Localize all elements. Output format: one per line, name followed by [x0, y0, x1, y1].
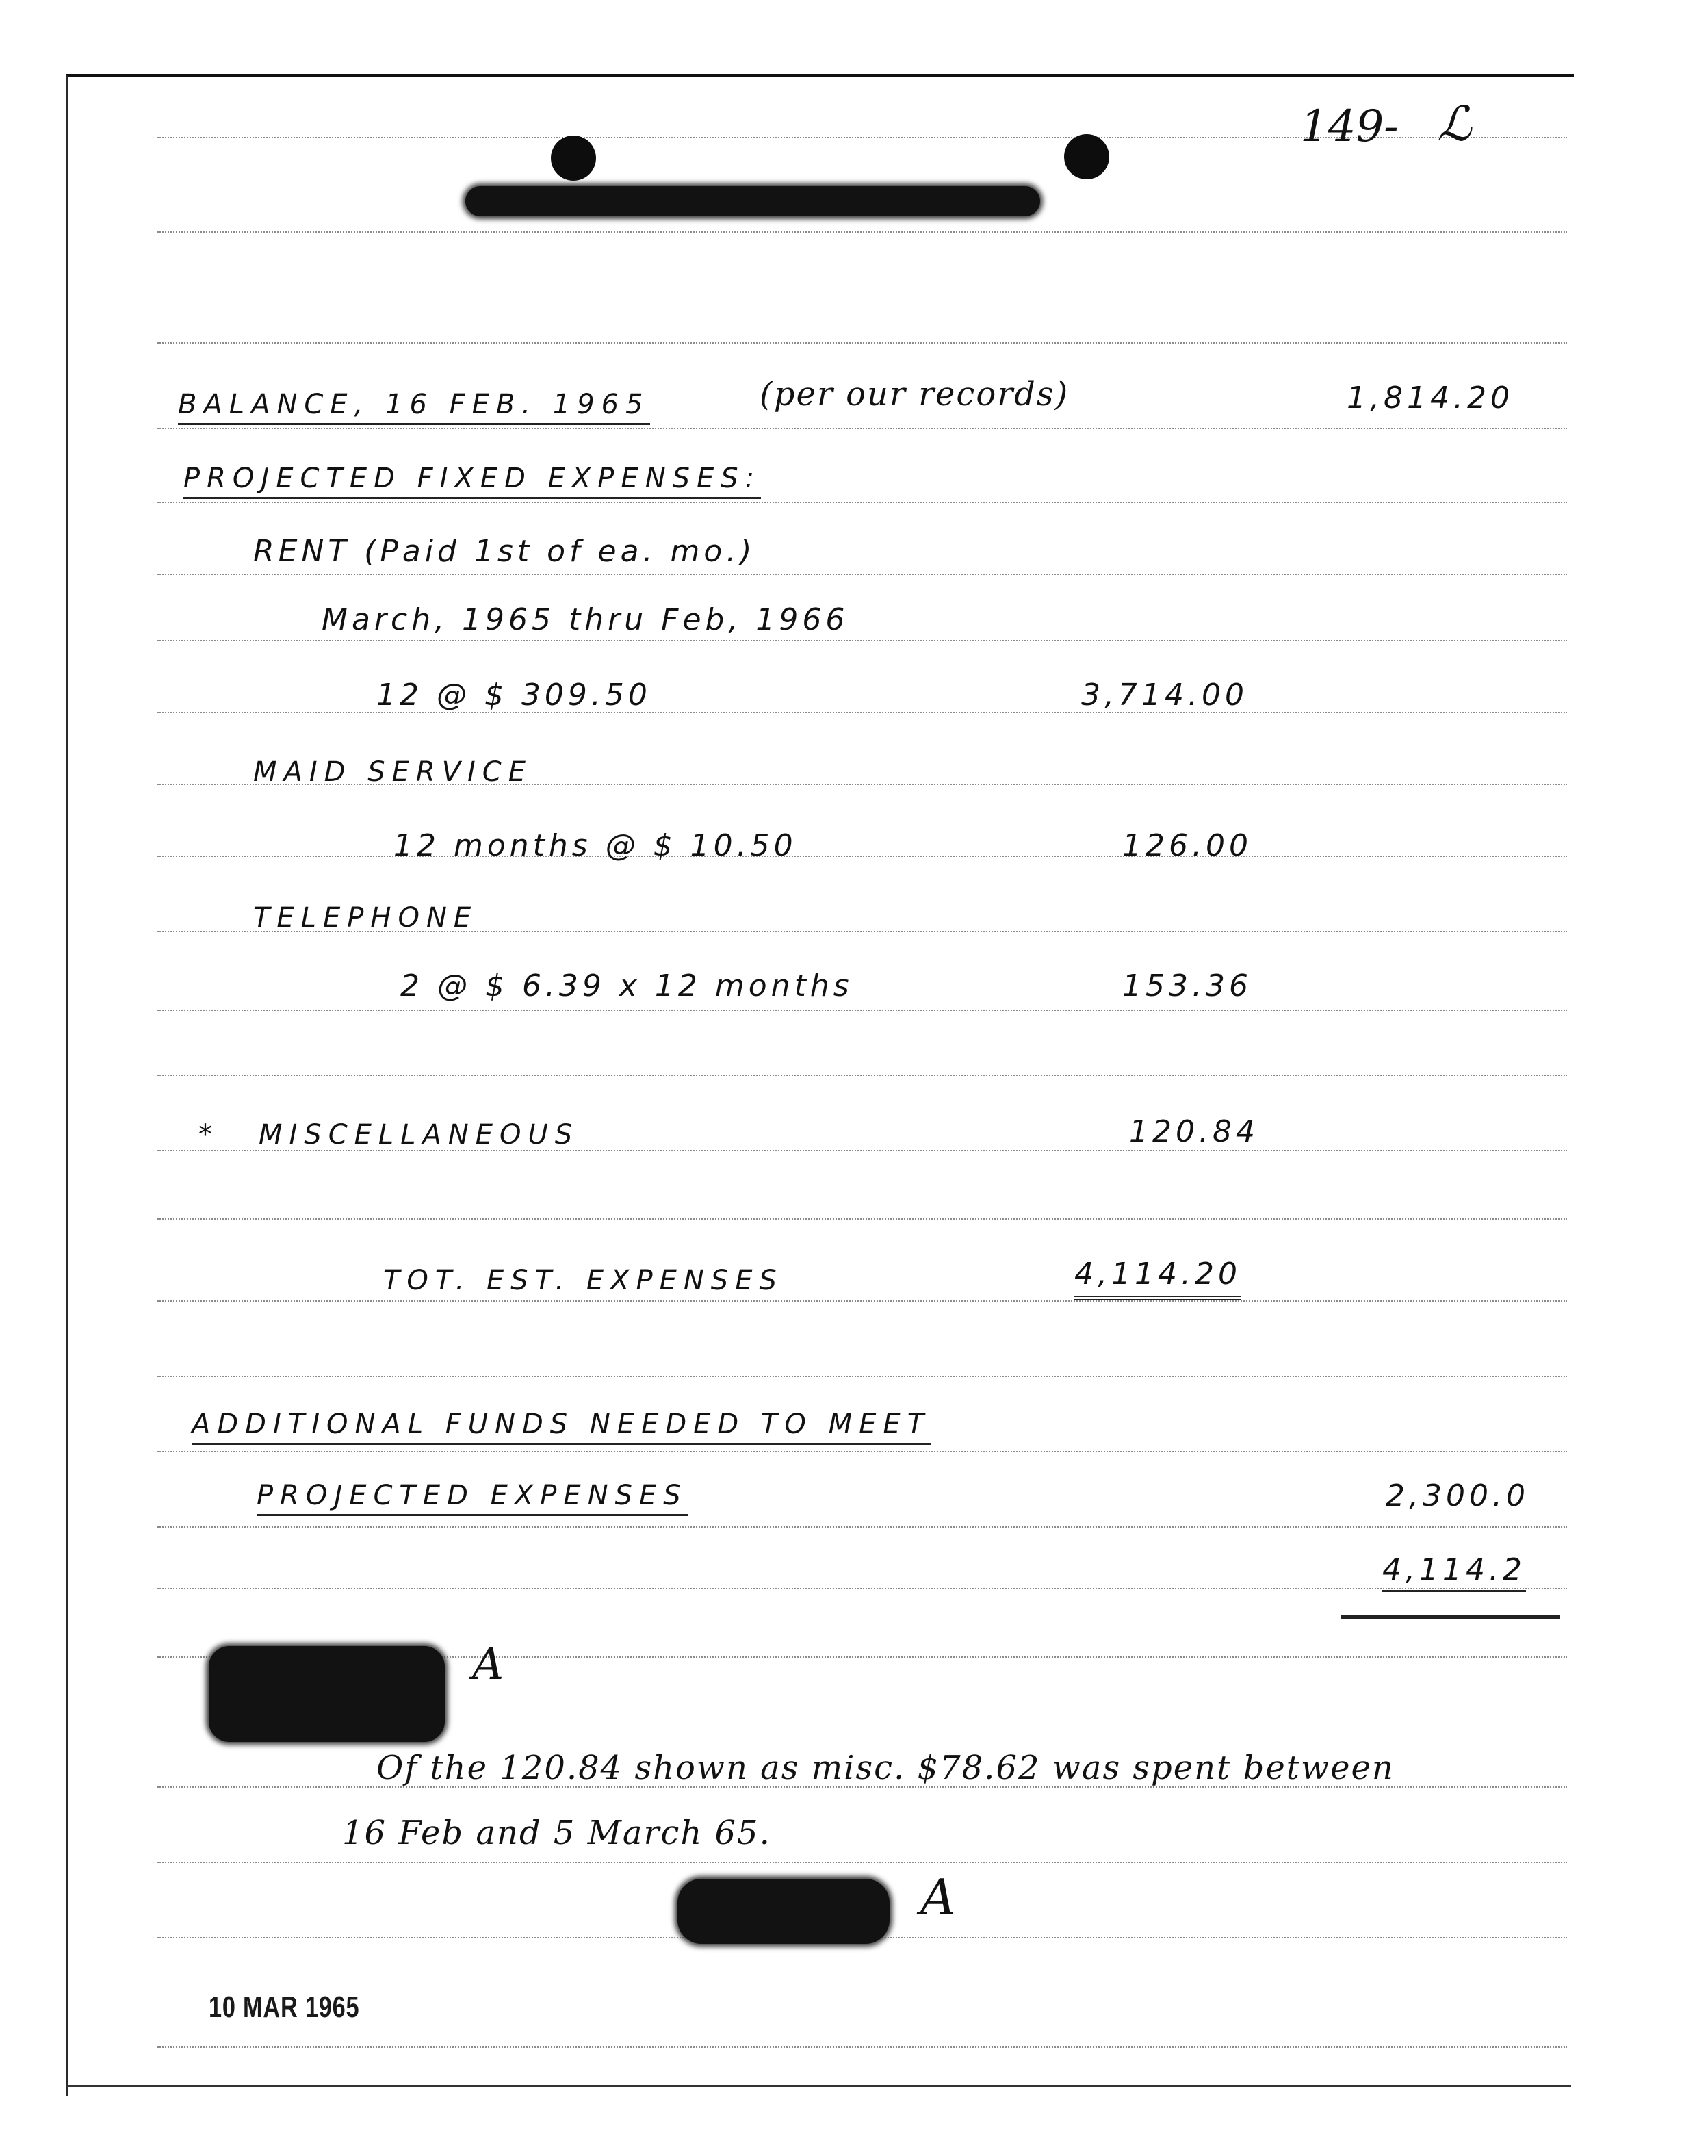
misc-label: MISCELLANEOUS — [259, 1119, 580, 1151]
footnote-line1: Of the 120.84 shown as misc. $78.62 was spent between — [376, 1749, 1395, 1787]
ledger-rule — [157, 1075, 1567, 1076]
page-number-suffix-scribble: ℒ — [1437, 96, 1472, 152]
telephone-calc: 2 @ $ 6.39 x 12 months — [400, 968, 853, 1003]
additional-sum: 4,114.2 — [1382, 1552, 1526, 1592]
ledger-rule — [157, 856, 1567, 857]
misc-marker: * — [198, 1119, 219, 1151]
misc-amount: 120.84 — [1129, 1114, 1259, 1149]
total-label: TOT. EST. EXPENSES — [383, 1265, 784, 1296]
page-bottom-edge — [66, 2085, 1571, 2087]
ledger-rule — [157, 1300, 1567, 1302]
ledger-rule — [157, 574, 1567, 575]
maid-calc: 12 months @ $ 10.50 — [393, 828, 797, 863]
ledger-rule — [157, 1862, 1567, 1863]
ledger-rule — [157, 640, 1567, 641]
redacted-block — [209, 1646, 445, 1742]
redacted-header — [465, 186, 1040, 216]
ledger-rule — [157, 342, 1567, 344]
balance-amount: 1,814.20 — [1347, 381, 1514, 415]
ledger-rule — [157, 502, 1567, 503]
punch-hole — [551, 136, 596, 181]
rent-amount: 3,714.00 — [1081, 678, 1248, 713]
ledger-rule — [157, 2046, 1567, 2048]
ledger-rule — [157, 1588, 1567, 1589]
section-title: PROJECTED FIXED EXPENSES: — [183, 463, 761, 499]
ledger-rule — [157, 1376, 1567, 1377]
footnote-marker: A — [472, 1639, 504, 1690]
page-number: 149- — [1300, 101, 1399, 152]
ledger-rule — [157, 1526, 1567, 1528]
footnote-marker-2: A — [920, 1869, 956, 1926]
additional-line1: ADDITIONAL FUNDS NEEDED TO MEET — [192, 1409, 931, 1445]
punch-hole — [1064, 134, 1109, 179]
balance-label: BALANCE, 16 FEB. 1965 — [178, 389, 650, 425]
additional-amount: 2,300.0 — [1386, 1478, 1529, 1513]
ledger-rule — [157, 712, 1567, 713]
rent-period: March, 1965 thru Feb, 1966 — [322, 602, 849, 637]
maid-amount: 126.00 — [1122, 828, 1252, 863]
rent-calc: 12 @ $ 309.50 — [376, 678, 651, 713]
rent-label: RENT (Paid 1st of ea. mo.) — [253, 534, 756, 569]
footnote-line2: 16 Feb and 5 March 65. — [342, 1814, 771, 1852]
ledger-rule — [157, 231, 1567, 233]
balance-note: (per our records) — [760, 375, 1070, 413]
telephone-label: TELEPHONE — [253, 902, 478, 934]
telephone-amount: 153.36 — [1122, 968, 1252, 1003]
total-amount: 4,114.20 — [1074, 1257, 1241, 1300]
ledger-rule — [157, 1451, 1567, 1452]
date-stamp: 10 MAR 1965 — [209, 1990, 360, 2024]
redacted-block — [677, 1879, 890, 1944]
sum-double-rule — [1341, 1615, 1560, 1619]
ledger-rule — [157, 1218, 1567, 1220]
additional-line2: PROJECTED EXPENSES — [257, 1480, 688, 1516]
ledger-rule — [157, 428, 1567, 429]
ledger-rule — [157, 1010, 1567, 1011]
maid-label: MAID SERVICE — [253, 756, 533, 788]
